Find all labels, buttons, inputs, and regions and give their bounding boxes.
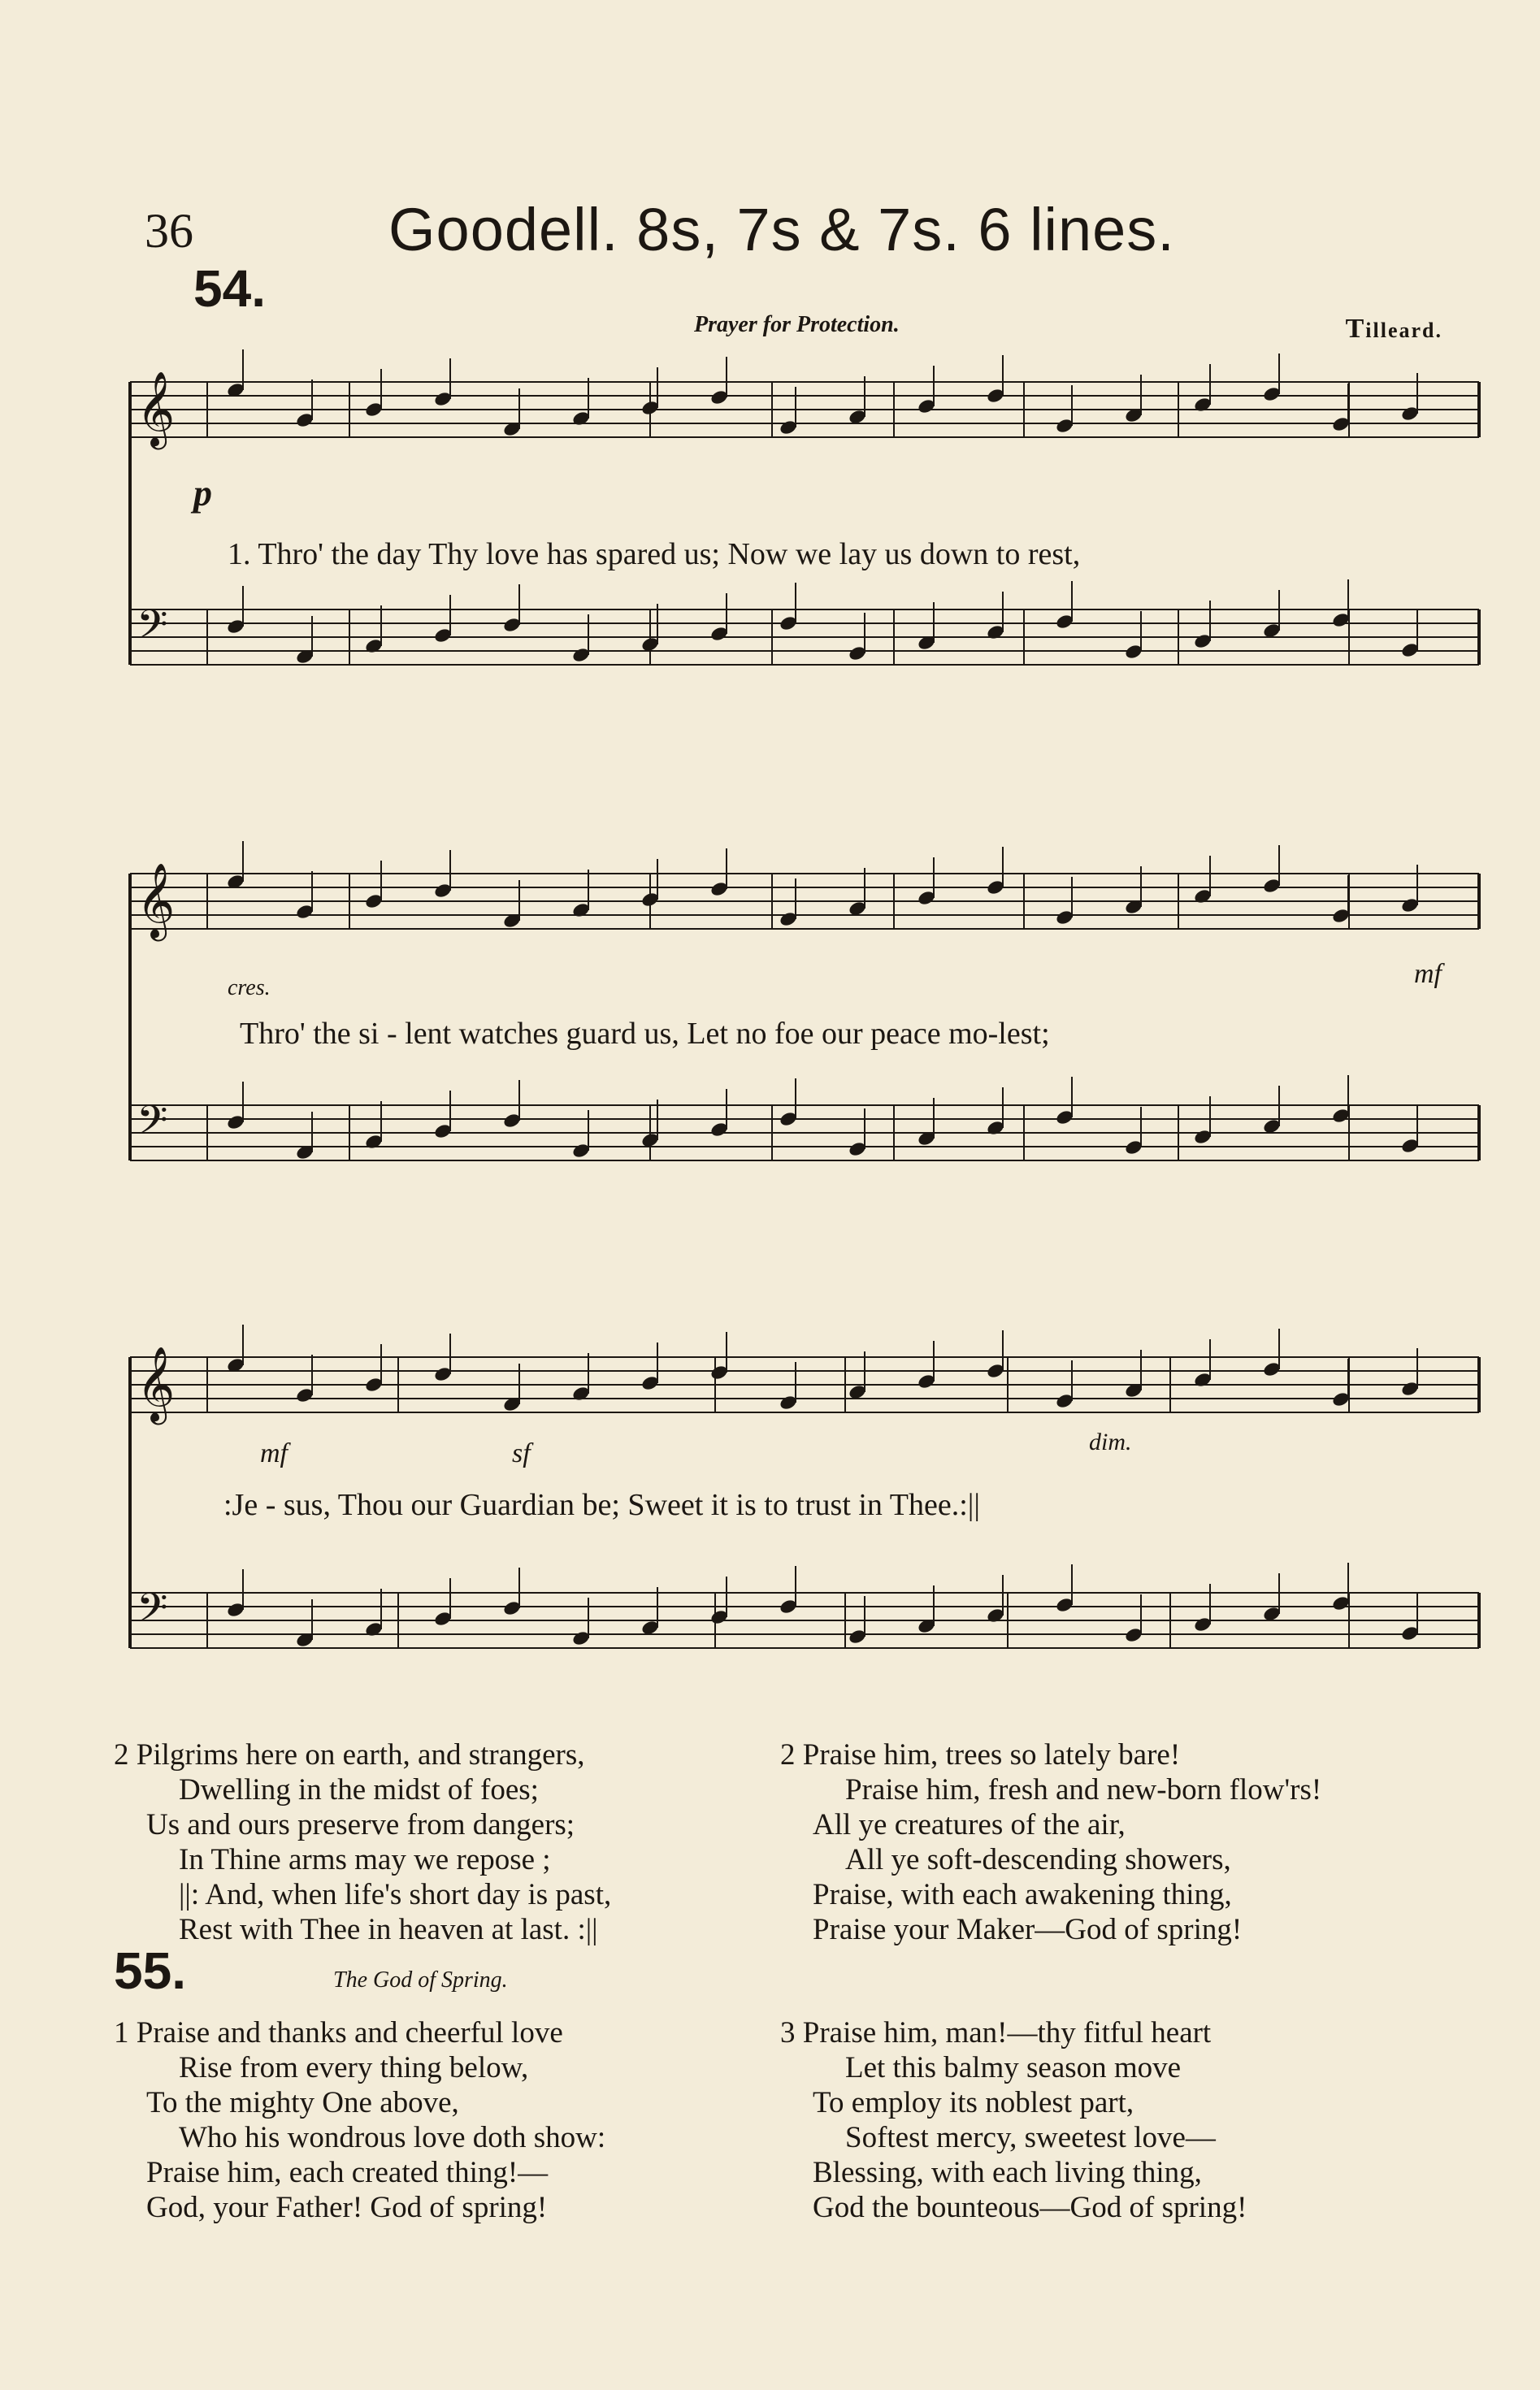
treble-clef-icon: 𝄞 bbox=[137, 1346, 176, 1421]
verse-line: 2 Praise him, trees so lately bare! bbox=[780, 1738, 1181, 1772]
music-system-1 bbox=[130, 366, 1495, 715]
hymn55-verse-1 bbox=[114, 2015, 605, 2225]
tune-title: Goodell. 8s, 7s & 7s. 6 lines. bbox=[388, 196, 1175, 263]
verse-line: God the bounteous—God of spring! bbox=[813, 2191, 1247, 2224]
bass-clef-icon: 𝄢 bbox=[137, 601, 168, 658]
verse-line: Praise him, each created thing!— bbox=[146, 2156, 549, 2189]
verse-line: Let this balmy season move bbox=[845, 2051, 1182, 2084]
verse-line: Us and ours preserve from dangers; bbox=[146, 1808, 575, 1841]
verse-line: Praise your Maker—God of spring! bbox=[813, 1913, 1243, 1946]
bass-clef-icon: 𝄢 bbox=[137, 1097, 168, 1154]
hymn-number-54: 54. bbox=[193, 259, 266, 318]
page-number: 36 bbox=[145, 204, 193, 258]
verse-line: ||: And, when life's short day is past, bbox=[179, 1878, 612, 1911]
hymn-subtitle-54: Prayer for Protection. bbox=[694, 312, 900, 337]
dynamic-mezzo-forte-2: mf bbox=[260, 1438, 288, 1468]
hymn55-verse-2 bbox=[780, 1737, 1321, 1947]
composer-name: Tilleard. bbox=[1345, 314, 1442, 344]
lyric-line-2: Thro' the si - lent watches guard us, Let no foe our peace mo-lest; bbox=[240, 1017, 1050, 1051]
verse-line: In Thine arms may we repose ; bbox=[179, 1843, 551, 1876]
hymn-number-55: 55. bbox=[114, 1941, 186, 2000]
verse-line: 3 Praise him, man!—thy fitful heart bbox=[780, 2016, 1212, 2050]
hymn54-verse-2 bbox=[114, 1737, 611, 1947]
dynamic-sforzando: sf bbox=[512, 1438, 531, 1468]
verse-line: All ye creatures of the air, bbox=[813, 1808, 1126, 1841]
treble-clef-icon: 𝄞 bbox=[137, 862, 176, 938]
verse-line: Praise him, fresh and new-born flow'rs! bbox=[845, 1773, 1322, 1807]
verse-line: Dwelling in the midst of foes; bbox=[179, 1773, 539, 1807]
verse-line: To employ its noblest part, bbox=[813, 2086, 1134, 2119]
lyric-line-3: :Je - sus, Thou our Guardian be; Sweet it is to trust in Thee.:|| bbox=[223, 1488, 980, 1522]
hymn55-verse-3 bbox=[780, 2015, 1247, 2225]
verse-line: Blessing, with each living thing, bbox=[813, 2156, 1202, 2189]
verse-line: Praise, with each awakening thing, bbox=[813, 1878, 1232, 1911]
dynamic-crescendo: cres. bbox=[228, 975, 271, 1000]
verse-line: 1 Praise and thanks and cheerful love bbox=[114, 2016, 563, 2050]
dynamic-piano: p bbox=[193, 472, 212, 514]
verse-line: Rise from every thing below, bbox=[179, 2051, 529, 2084]
verse-line: God, your Father! God of spring! bbox=[146, 2191, 548, 2224]
hymn-subtitle-55: The God of Spring. bbox=[333, 1967, 508, 1993]
music-system-3 bbox=[130, 1325, 1495, 1707]
verse-line: All ye soft-descending showers, bbox=[845, 1843, 1231, 1876]
bass-clef-icon: 𝄢 bbox=[137, 1585, 168, 1642]
verse-line: 2 Pilgrims here on earth, and strangers, bbox=[114, 1738, 585, 1772]
verse-line: To the mighty One above, bbox=[146, 2086, 459, 2119]
lyric-line-1: 1. Thro' the day Thy love has spared us; Now we lay us down to rest, bbox=[228, 537, 1081, 571]
music-system-2 bbox=[130, 845, 1495, 1219]
dynamic-mezzo-forte-1: mf bbox=[1414, 959, 1442, 989]
verse-line: Softest mercy, sweetest love— bbox=[845, 2121, 1216, 2154]
verse-line: Rest with Thee in heaven at last. :|| bbox=[179, 1913, 598, 1946]
treble-clef-icon: 𝄞 bbox=[137, 371, 176, 446]
verse-line: Who his wondrous love doth show: bbox=[179, 2121, 606, 2154]
dynamic-diminuendo: dim. bbox=[1089, 1429, 1132, 1455]
